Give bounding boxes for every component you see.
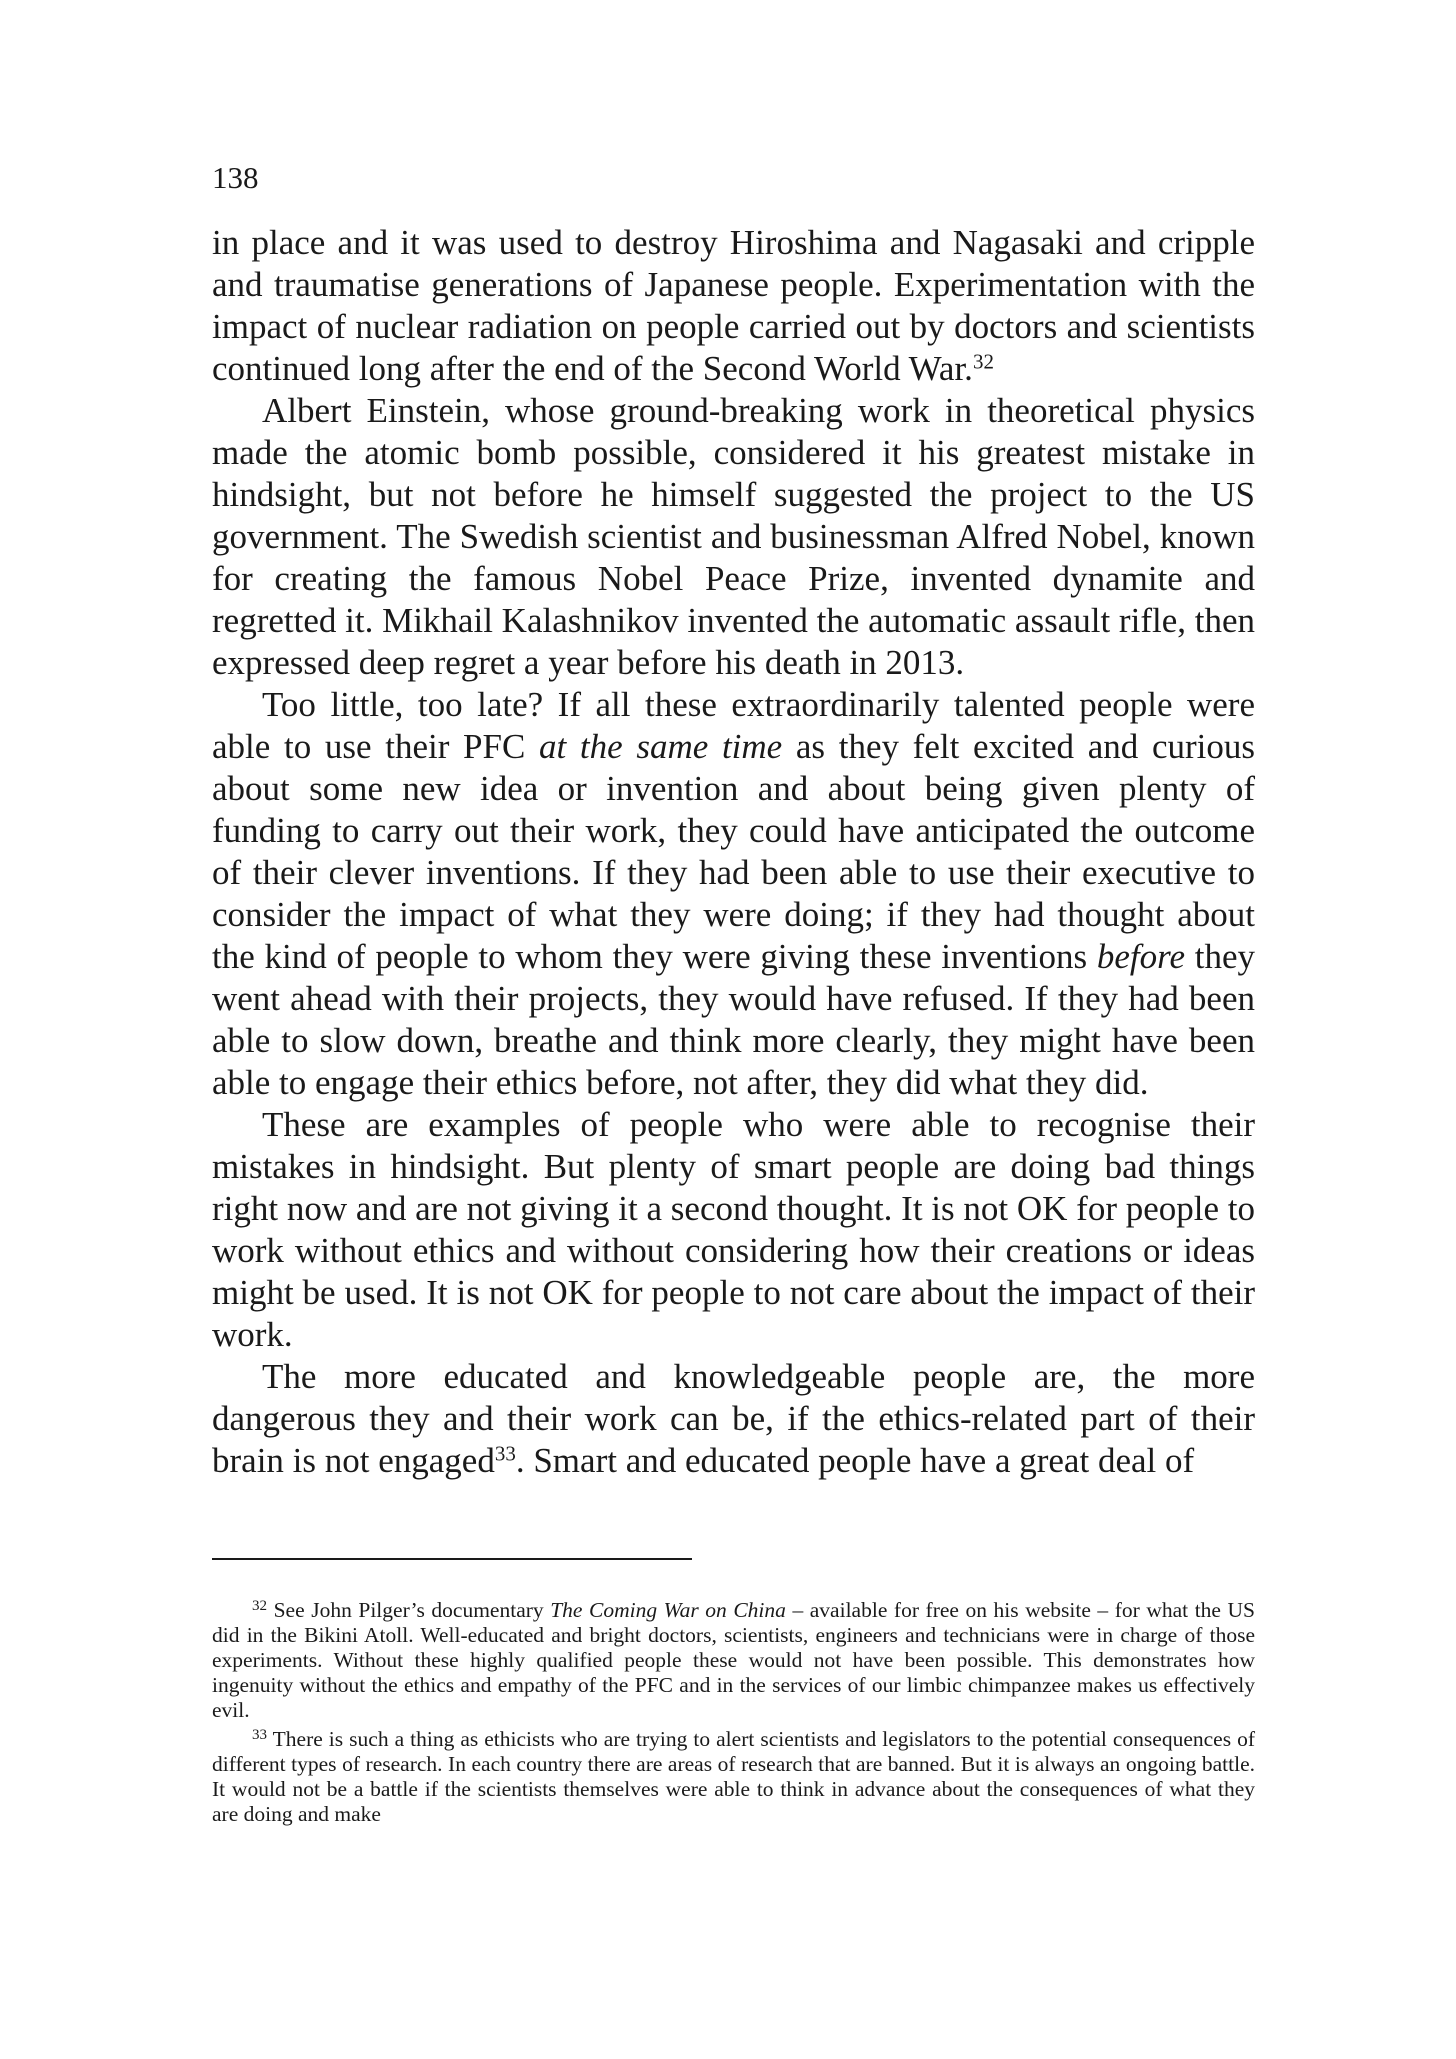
footnote-separator <box>212 1558 692 1560</box>
text-run: See John Pilger’s documentary <box>267 1598 551 1622</box>
footnote-32 <box>212 1598 1255 1723</box>
body-text <box>212 222 1255 1482</box>
footnote-marker: 33 <box>252 1727 268 1744</box>
text-run: The more educated and knowledgeable people are, the more dangerous they and their work can be, if the ethics-related part of their brain is not engaged <box>212 1357 1255 1480</box>
text-run: These are examples of people who were able to recognise their mistakes in hindsight. But plenty of smart people are doing bad things right now and are not giving it a second thought. It is not OK for people to work without ethics and without considering how their creations or ideas might be used. It is not OK for people to not care about the impact of their work. <box>212 1105 1256 1354</box>
footnote-ref-33: 33 <box>494 1441 516 1466</box>
footnote-33 <box>212 1727 1255 1827</box>
paragraph <box>212 222 1255 390</box>
text-run: . Smart and educated people have a great deal of <box>515 1441 1195 1480</box>
italic-run: The Coming War on China <box>550 1598 786 1622</box>
footnotes <box>212 1598 1255 1831</box>
text-run: they went ahead with their projects, they would have refused. If they had been able to slow down, breathe and think more clearly, they might have been able to engage their ethics before, not after, they did what they did. <box>212 937 1255 1102</box>
text-run: There is such a thing as ethicists who are trying to alert scientists and legislators to the potential consequences of different types of research. In each country there are areas of research that are banned. But it is always an ongoing battle. It would not be a battle if the scientists themselves were able to think in advance about the consequences of what they are doing and make <box>212 1727 1255 1826</box>
italic-run: before <box>1096 937 1185 976</box>
footnote-ref-32: 32 <box>972 349 994 374</box>
text-run: Too little, too late? If all these extraordinarily talented people were able to use their PFC <box>212 685 1255 766</box>
text-run: – available for free on his website – for what the US did in the Bikini Atoll. Well-educated and bright doctors, scientists, engineers and technicians were in charge of those experiments. Without these highly qualified people these would not have been possible. This demonstrates how ingenuity without the ethics and empathy of the PFC and in the services of our limbic chimpanzee makes us effectively evil. <box>212 1598 1256 1722</box>
footnote-marker: 32 <box>252 1598 268 1615</box>
paragraph <box>212 1104 1255 1356</box>
paragraph <box>212 390 1255 684</box>
text-run: Albert Einstein, whose ground-breaking work in theoretical physics made the atomic bomb possible, considered it his greatest mistake in hindsight, but not before he himself suggested the project to the US government. The Swedish scientist and businessman Alfred Nobel, known for creating the famous Nobel Peace Prize, invented dynamite and regretted it. Mikhail Kalashnikov invented the automatic assault rifle, then expressed deep regret a year before his death in 2013. <box>212 391 1255 682</box>
italic-run: at the same time <box>539 727 783 766</box>
text-run: in place and it was used to destroy Hiroshima and Nagasaki and cripple and traumatise generations of Japanese people. Experimentation with the impact of nuclear radiation on people carried out by doctors and scientists continued long after the end of the Second World War. <box>212 223 1255 388</box>
page-number: 138 <box>212 160 259 195</box>
paragraph <box>212 684 1255 1104</box>
text-run: as they felt excited and curious about some new idea or invention and about being given plenty of funding to carry out their work, they could have anticipated the outcome of their clever inventions. If they had been able to use their executive to consider the impact of what they were doing; if they had thought about the kind of people to whom they were giving these inventions <box>212 727 1255 976</box>
paragraph <box>212 1356 1255 1482</box>
